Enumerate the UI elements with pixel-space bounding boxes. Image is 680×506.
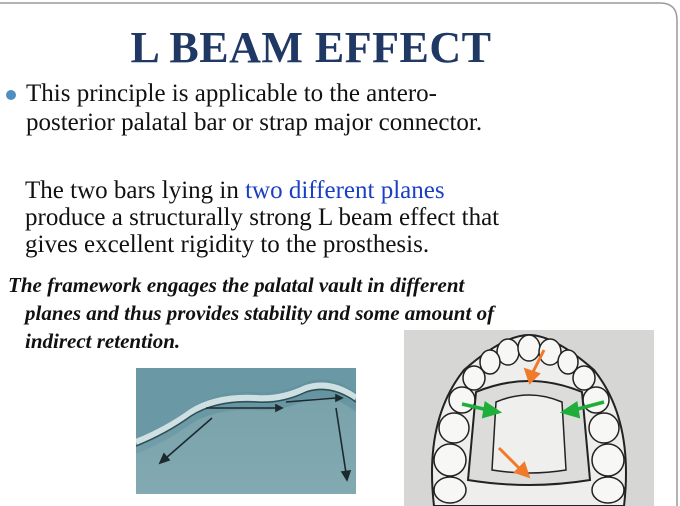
paragraph-two-bars (25, 177, 625, 258)
italic-line-3: indirect retention. (25, 329, 181, 353)
palatal-bar-photo (136, 368, 356, 494)
para-line-1-text: The two bars lying in (25, 177, 246, 204)
italic-line-1: The framework engages the palatal vault in different (8, 273, 465, 297)
para-line-1 (25, 177, 625, 204)
bullet-text (26, 79, 626, 137)
para-line-2: produce a structurally strong L beam effect that (25, 204, 500, 231)
bullet-line-1: This principle is applicable to the antero- (26, 80, 437, 107)
para-highlight: two different planes (245, 177, 445, 204)
maxillary-arch-drawing (404, 330, 654, 506)
bullet-dot-icon (6, 90, 16, 100)
para-line-3: gives excellent rigidity to the prosthesis. (25, 231, 430, 258)
slide-title: L BEAM EFFECT (130, 23, 492, 72)
bullet-line-2: posterior palatal bar or strap major connector. (26, 109, 483, 136)
italic-line-2: planes and thus provides stability and some amount of (25, 301, 495, 325)
